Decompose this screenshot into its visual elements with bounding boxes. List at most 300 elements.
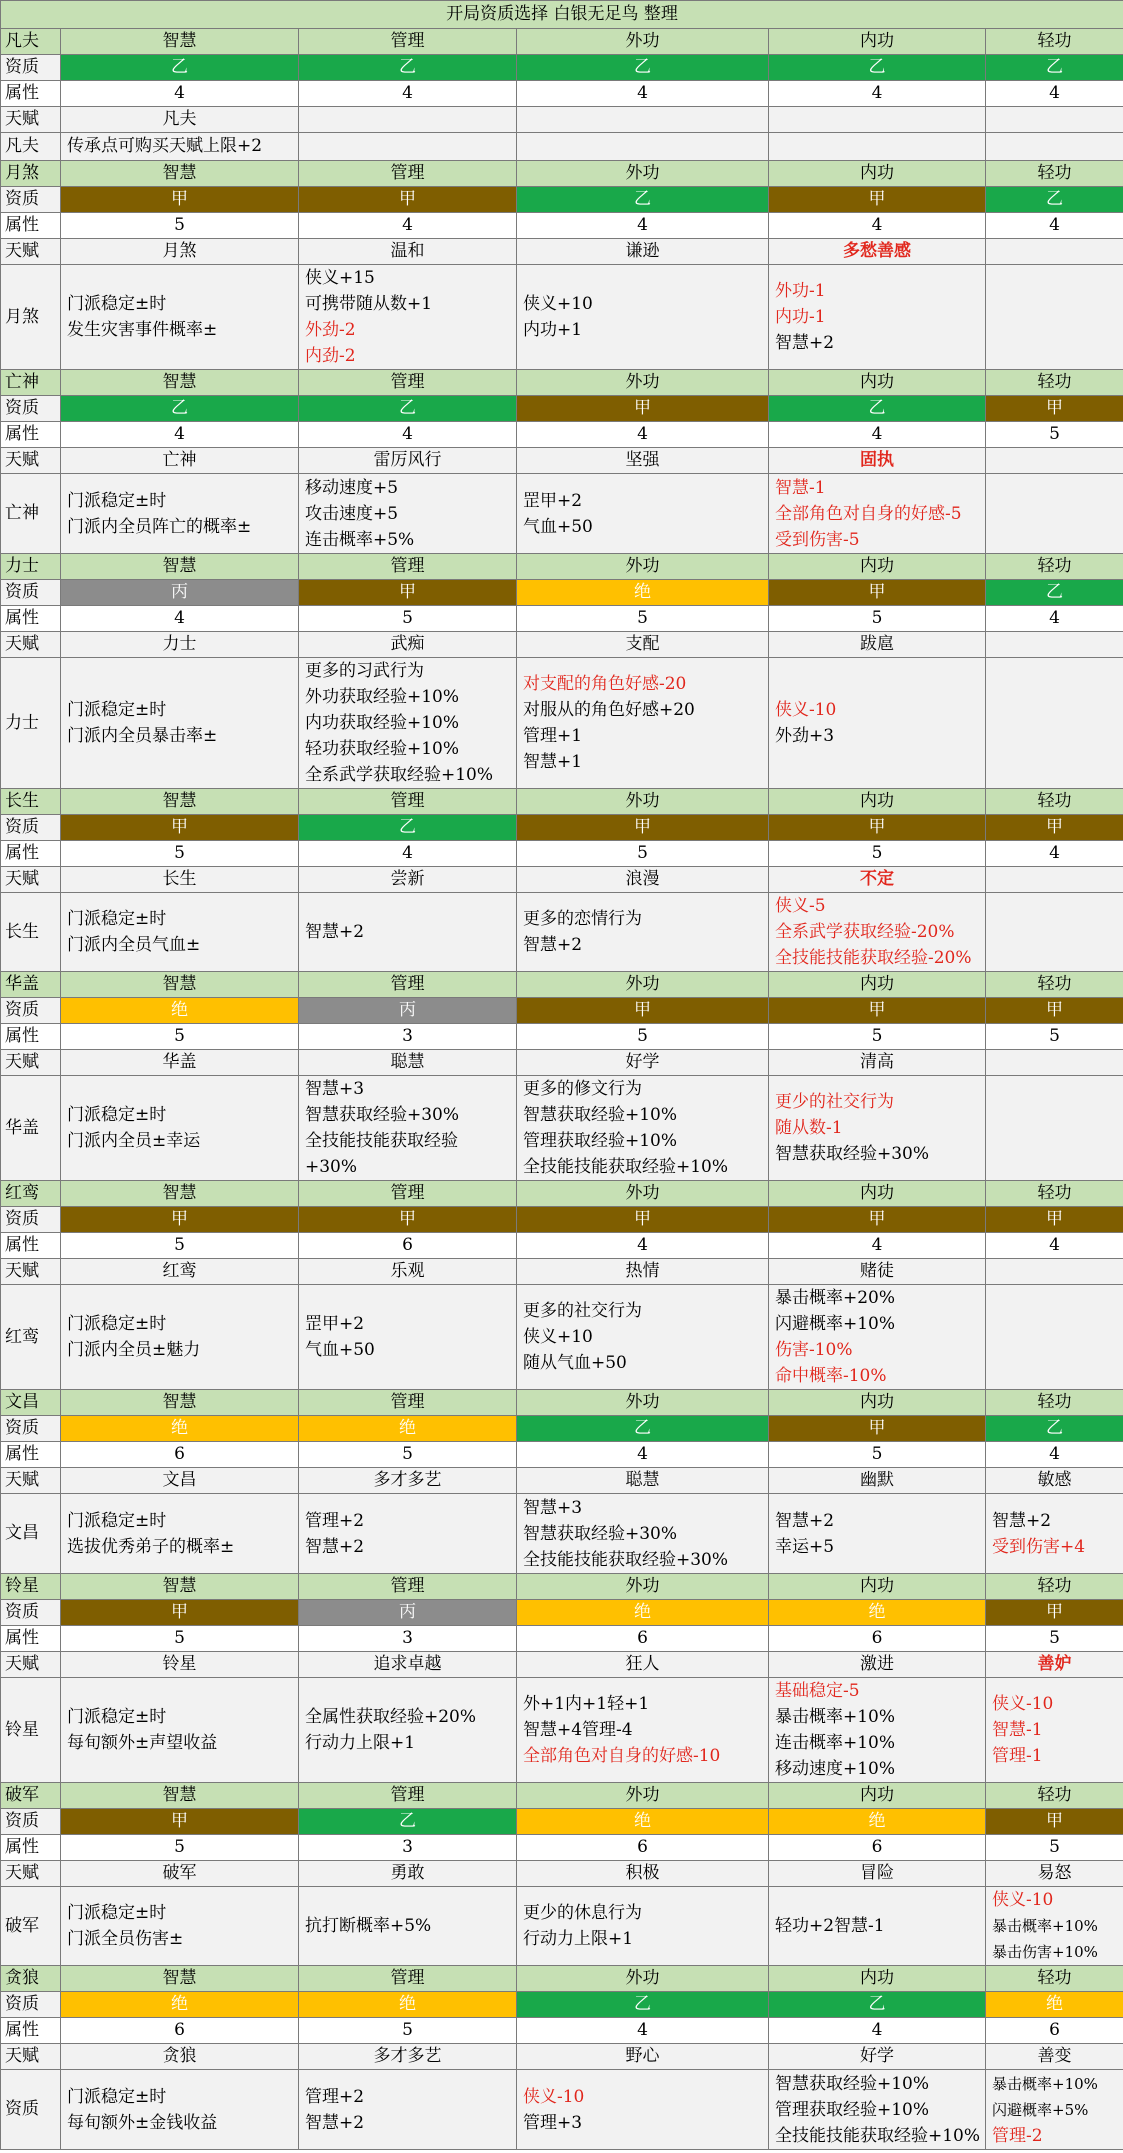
talent-cell: 野心: [517, 2044, 769, 2070]
col-header: 内功: [769, 1390, 986, 1416]
effect-cell: [299, 1285, 517, 1390]
grade-cell: 绝: [61, 1992, 299, 2018]
effect-line: 侠义-10: [523, 2086, 585, 2107]
talent-cell: 力士: [61, 632, 299, 658]
effect-cell: [517, 1678, 769, 1783]
effect-line: 基础稳定-5: [775, 1681, 860, 1701]
grade-cell: 乙: [769, 1992, 986, 2018]
attr-cell: 6: [769, 1626, 986, 1652]
row-label: 资质: [1, 580, 61, 606]
talent-cell: 幽默: [769, 1468, 986, 1494]
effect-line: 智慧+3: [305, 1079, 365, 1099]
section-name: 华盖: [1, 972, 61, 998]
talent-cell: 清高: [769, 1050, 986, 1076]
grade-cell: 绝: [299, 1416, 517, 1442]
talent-row: [1, 1861, 1123, 1887]
section-header: [1, 161, 1123, 187]
attr-row: [1, 1835, 1123, 1861]
row-label: 属性: [1, 606, 61, 632]
grade-cell: 甲: [986, 815, 1123, 841]
talent-row: [1, 632, 1123, 658]
effect-line: 幸运+5: [775, 1536, 835, 1557]
col-header: 轻功: [986, 1783, 1123, 1809]
section-header: [1, 554, 1123, 580]
grade-cell: 乙: [986, 187, 1123, 213]
effect-line: 全技能技能获取经验-20%: [775, 948, 972, 968]
effect-cell: [769, 1887, 986, 1966]
talent-row: [1, 2044, 1123, 2070]
grade-cell: 乙: [517, 187, 769, 213]
desc-line: 门派内全员±幸运: [67, 1131, 201, 1151]
effect-line: 更多的修文行为: [523, 1079, 642, 1099]
talent-cell: 冒险: [769, 1861, 986, 1887]
col-header: 外功: [517, 370, 769, 396]
attr-row: [1, 81, 1123, 107]
attr-cell: 3: [299, 1626, 517, 1652]
col-header: 管理: [299, 1783, 517, 1809]
effect-line: 暴击伤害+10%: [992, 1943, 1098, 1961]
desc-cell: [61, 265, 299, 370]
talent-cell: 长生: [61, 867, 299, 893]
effect-cell: [986, 1285, 1123, 1390]
col-header: 内功: [769, 1783, 986, 1809]
row-label: 天赋: [1, 867, 61, 893]
row-label: 资质: [1, 815, 61, 841]
talent-cell: 浪漫: [517, 867, 769, 893]
attr-cell: 5: [986, 1626, 1123, 1652]
effect-line: 管理+2: [305, 2086, 365, 2107]
grade-cell: 乙: [517, 1416, 769, 1442]
row-label: 属性: [1, 81, 61, 107]
effect-line: 全技能技能获取经验: [305, 1131, 458, 1151]
effect-cell: [299, 893, 517, 972]
talent-cell: 固执: [769, 448, 986, 474]
effect-cell: [986, 2070, 1123, 2150]
talent-cell: [986, 239, 1123, 265]
row-label: 属性: [1, 422, 61, 448]
effect-cell: [986, 1076, 1123, 1181]
effect-line: 侠义-10: [992, 1694, 1054, 1714]
grade-cell: 乙: [299, 396, 517, 422]
attr-cell: 6: [517, 1626, 769, 1652]
attr-cell: 6: [986, 2018, 1123, 2044]
attr-cell: 5: [769, 606, 986, 632]
talent-cell: 聪慧: [299, 1050, 517, 1076]
grade-cell: 绝: [61, 1416, 299, 1442]
talent-row: [1, 1652, 1123, 1678]
effect-line: 受到伤害-5: [775, 529, 860, 550]
row-label: 天赋: [1, 448, 61, 474]
grade-row: [1, 1809, 1123, 1835]
attr-cell: 5: [769, 1442, 986, 1468]
grade-cell: 甲: [769, 1416, 986, 1442]
row-label: 天赋: [1, 1468, 61, 1494]
attr-row: [1, 1233, 1123, 1259]
talent-cell: 不定: [769, 867, 986, 893]
row-label: 资质: [1, 187, 61, 213]
effect-line: 智慧+4管理-4: [523, 1720, 633, 1740]
effect-line: 全技能技能获取经验+30%: [523, 1549, 729, 1570]
effect-line: 随从数-1: [775, 1118, 843, 1138]
talent-cell: 勇敢: [299, 1861, 517, 1887]
effect-line: 智慧获取经验+30%: [305, 1105, 460, 1125]
effect-cell: [986, 474, 1123, 554]
grade-cell: 乙: [517, 55, 769, 81]
effect-cell: [517, 1076, 769, 1181]
talent-cell: 狂人: [517, 1652, 769, 1678]
grade-cell: 甲: [61, 187, 299, 213]
effect-cell: [769, 1076, 986, 1181]
effect-line: 侠义-10: [992, 1890, 1054, 1910]
grade-row: [1, 998, 1123, 1024]
section-name: 月煞: [1, 265, 61, 370]
effect-cell: [517, 893, 769, 972]
effect-line: 管理-2: [992, 2125, 1043, 2146]
talent-cell: 坚强: [517, 448, 769, 474]
effect-line: 闪避概率+10%: [775, 1314, 896, 1334]
talent-cell: 谦逊: [517, 239, 769, 265]
effect-line: 内功获取经验+10%: [305, 713, 460, 733]
col-header: 管理: [299, 1390, 517, 1416]
attr-cell: 4: [299, 213, 517, 239]
attr-cell: 5: [61, 1233, 299, 1259]
effect-line: 全部角色对自身的好感-10: [523, 1746, 721, 1766]
attr-cell: 4: [61, 422, 299, 448]
col-header: 智慧: [61, 29, 299, 55]
row-label: 属性: [1, 213, 61, 239]
grade-cell: 乙: [299, 55, 517, 81]
effect-line: 智慧-1: [775, 477, 826, 498]
row-label: 资质: [1, 1992, 61, 2018]
attr-cell: 5: [517, 841, 769, 867]
row-label: 属性: [1, 1835, 61, 1861]
grade-cell: 乙: [769, 396, 986, 422]
grade-cell: 甲: [61, 1600, 299, 1626]
effect-cell: [769, 893, 986, 972]
desc-line: 选拔优秀弟子的概率±: [67, 1536, 235, 1557]
col-header: 管理: [299, 1181, 517, 1207]
effect-cell: [517, 474, 769, 554]
attr-cell: 5: [61, 213, 299, 239]
attr-row: [1, 422, 1123, 448]
row-label: 属性: [1, 841, 61, 867]
attr-cell: 4: [986, 81, 1123, 107]
talent-row: [1, 239, 1123, 265]
row-label: 资质: [1, 1600, 61, 1626]
talent-cell: 破军: [61, 1861, 299, 1887]
desc-line: 门派稳定±时: [67, 700, 167, 720]
effect-line: 智慧获取经验+30%: [775, 1144, 930, 1164]
effect-line: 伤害-10%: [775, 1340, 853, 1360]
effect-line: 全技能技能获取经验+10%: [523, 1157, 729, 1177]
effect-line: 侠义+15: [305, 268, 375, 288]
section-header: [1, 1783, 1123, 1809]
grade-cell: 乙: [769, 55, 986, 81]
effect-line: 智慧+2: [523, 935, 583, 955]
effect-cell: [769, 265, 986, 370]
desc-cell: [61, 474, 299, 554]
col-header: 内功: [769, 554, 986, 580]
effect-line: 受到伤害+4: [992, 1536, 1086, 1557]
effect-line: 气血+50: [523, 516, 593, 537]
effect-line: 暴击概率+10%: [992, 1917, 1098, 1935]
effect-line: 管理+2: [305, 1510, 365, 1531]
effect-cell: [769, 658, 986, 789]
attr-cell: 5: [61, 1835, 299, 1861]
effect-line: 罡甲+2: [305, 1314, 365, 1334]
section-name: 文昌: [1, 1390, 61, 1416]
col-header: 智慧: [61, 789, 299, 815]
col-header: 内功: [769, 1181, 986, 1207]
effect-line: 抗打断概率+5%: [305, 1916, 432, 1936]
col-header: 外功: [517, 1181, 769, 1207]
effect-line: 对支配的角色好感-20: [523, 674, 687, 694]
attr-cell: 3: [299, 1835, 517, 1861]
grade-row: [1, 396, 1123, 422]
grade-cell: 甲: [769, 187, 986, 213]
effect-line: 暴击概率+20%: [775, 1288, 896, 1308]
grade-cell: 甲: [517, 998, 769, 1024]
row-label: 资质: [1, 1416, 61, 1442]
talent-cell: 激进: [769, 1652, 986, 1678]
col-header: 管理: [299, 789, 517, 815]
section-name: 破军: [1, 1783, 61, 1809]
effect-line: 侠义+10: [523, 1327, 593, 1347]
desc-row: [1, 133, 1123, 161]
grade-cell: 乙: [986, 580, 1123, 606]
grade-cell: 绝: [517, 1809, 769, 1835]
effect-line: 管理+3: [523, 2112, 583, 2133]
col-header: 轻功: [986, 161, 1123, 187]
grade-cell: 乙: [517, 1992, 769, 2018]
col-header: 外功: [517, 161, 769, 187]
col-header: 管理: [299, 554, 517, 580]
desc-line: 门派内全员气血±: [67, 935, 201, 955]
grade-row: [1, 580, 1123, 606]
col-header: 智慧: [61, 1783, 299, 1809]
effect-line: 更多的恋情行为: [523, 909, 642, 929]
attr-cell: 4: [517, 81, 769, 107]
col-header: 外功: [517, 29, 769, 55]
attr-cell: 5: [61, 1024, 299, 1050]
talent-cell: [986, 632, 1123, 658]
desc-cell: [61, 658, 299, 789]
effect-cell: [517, 1285, 769, 1390]
effect-line: 可携带随从数+1: [305, 294, 433, 314]
desc-cell: [61, 1678, 299, 1783]
attr-row: [1, 606, 1123, 632]
col-header: 内功: [769, 1966, 986, 1992]
col-header: 智慧: [61, 161, 299, 187]
effect-cell: [299, 2070, 517, 2150]
section-header: [1, 370, 1123, 396]
talent-cell: 积极: [517, 1861, 769, 1887]
effect-line: 智慧+1: [523, 752, 583, 772]
row-label: 天赋: [1, 1259, 61, 1285]
effect-cell: [769, 2070, 986, 2150]
attr-row: [1, 1024, 1123, 1050]
effect-line: 轻功获取经验+10%: [305, 739, 460, 759]
desc-line: 门派内全员±魅力: [67, 1340, 201, 1360]
row-label: 天赋: [1, 1861, 61, 1887]
effect-line: 智慧+2: [305, 2112, 365, 2133]
grade-cell: 甲: [769, 815, 986, 841]
effect-cell: [769, 1678, 986, 1783]
talent-cell: 好学: [517, 1050, 769, 1076]
effect-line: 智慧+2: [305, 1536, 365, 1557]
col-header: 管理: [299, 972, 517, 998]
attr-cell: 4: [299, 81, 517, 107]
col-header: 轻功: [986, 1390, 1123, 1416]
effect-line: 随从气血+50: [523, 1353, 627, 1373]
effect-line: 外功获取经验+10%: [305, 687, 460, 707]
grade-cell: 丙: [299, 1600, 517, 1626]
effect-line: 全系武学获取经验-20%: [775, 922, 955, 942]
effect-cell: [299, 1076, 517, 1181]
section-header: [1, 1390, 1123, 1416]
desc-line: 每旬额外±声望收益: [67, 1733, 218, 1753]
effect-line: 管理获取经验+10%: [775, 2099, 930, 2120]
row-label: 天赋: [1, 1050, 61, 1076]
attr-cell: 4: [769, 213, 986, 239]
grade-row: [1, 55, 1123, 81]
grade-cell: 甲: [986, 396, 1123, 422]
attr-cell: 4: [986, 841, 1123, 867]
col-header: 内功: [769, 1574, 986, 1600]
grade-cell: 甲: [769, 1207, 986, 1233]
section-name: 文昌: [1, 1494, 61, 1574]
effect-line: 智慧-1: [992, 1720, 1043, 1740]
col-header: 内功: [769, 161, 986, 187]
effect-line: 攻击速度+5: [305, 503, 399, 524]
effect-line: 气血+50: [305, 1340, 375, 1360]
section-name: 凡夫: [1, 133, 61, 161]
desc-line: 门派稳定±时: [67, 2086, 167, 2107]
attr-cell: 5: [769, 841, 986, 867]
effect-line: 更少的休息行为: [523, 1903, 642, 1923]
grade-cell: 甲: [769, 998, 986, 1024]
desc-line: 每旬额外±金钱收益: [67, 2112, 218, 2133]
col-header: 轻功: [986, 972, 1123, 998]
talent-cell: [986, 1050, 1123, 1076]
effect-line: 连击概率+10%: [775, 1733, 896, 1753]
desc-cell: [61, 2070, 299, 2150]
grade-cell: 乙: [61, 55, 299, 81]
grade-cell: 乙: [299, 1809, 517, 1835]
talent-cell: 多才多艺: [299, 2044, 517, 2070]
grade-cell: 绝: [769, 1809, 986, 1835]
row-label: 资质: [1, 1207, 61, 1233]
talent-cell: 铃星: [61, 1652, 299, 1678]
section-name: 长生: [1, 789, 61, 815]
effect-line: 外功-1: [775, 281, 826, 301]
attr-cell: 4: [769, 2018, 986, 2044]
effect-line: 全属性获取经验+20%: [305, 1707, 477, 1727]
effect-line: 管理+1: [523, 726, 583, 746]
row-label: 资质: [1, 55, 61, 81]
col-header: 管理: [299, 1574, 517, 1600]
effect-cell: [299, 265, 517, 370]
grade-cell: 甲: [299, 187, 517, 213]
section-name: 亡神: [1, 474, 61, 554]
grade-cell: 乙: [299, 815, 517, 841]
attr-cell: 4: [517, 422, 769, 448]
attr-cell: 4: [769, 1233, 986, 1259]
desc-line: 门派稳定±时: [67, 1510, 167, 1531]
col-header: 轻功: [986, 1181, 1123, 1207]
col-header: 内功: [769, 370, 986, 396]
talent-cell: 聪慧: [517, 1468, 769, 1494]
talent-row: [1, 1050, 1123, 1076]
section-header-fanfu: [1, 29, 1123, 55]
row-label: 资质: [1, 1809, 61, 1835]
attr-cell: 4: [299, 841, 517, 867]
talent-cell: 敏感: [986, 1468, 1123, 1494]
desc-row: [1, 474, 1123, 554]
grade-cell: 丙: [61, 580, 299, 606]
effect-line: 智慧获取经验+10%: [523, 1105, 678, 1125]
section-name: 红鸾: [1, 1285, 61, 1390]
attr-cell: 5: [61, 841, 299, 867]
talent-cell: 多才多艺: [299, 1468, 517, 1494]
effect-line: 行动力上限+1: [523, 1929, 634, 1949]
section-name: 铃星: [1, 1574, 61, 1600]
desc-line: 门派稳定±时: [67, 909, 167, 929]
col-header: 轻功: [986, 29, 1123, 55]
desc-line: 门派稳定±时: [67, 294, 167, 314]
effect-cell: [299, 1887, 517, 1966]
col-header: 智慧: [61, 1181, 299, 1207]
effect-line: 暴击概率+10%: [992, 2074, 1098, 2093]
section-name: 铃星: [1, 1678, 61, 1783]
talent-cell: 支配: [517, 632, 769, 658]
desc-cell: [61, 893, 299, 972]
attr-cell: 5: [769, 1024, 986, 1050]
effect-cell: [986, 1887, 1123, 1966]
row-label: 资质: [1, 998, 61, 1024]
effect-line: 智慧获取经验+30%: [523, 1523, 678, 1544]
desc-cell: 传承点可购买天赋上限+2: [61, 133, 299, 161]
section-header: [1, 789, 1123, 815]
section-name: 长生: [1, 893, 61, 972]
col-header: 外功: [517, 554, 769, 580]
attr-cell: 6: [61, 2018, 299, 2044]
grade-cell: 甲: [61, 815, 299, 841]
col-header: 轻功: [986, 370, 1123, 396]
effect-cell: [517, 1494, 769, 1574]
talent-cell: 热情: [517, 1259, 769, 1285]
desc-row: [1, 658, 1123, 789]
effect-cell: [517, 1887, 769, 1966]
effect-line: 管理-1: [992, 1746, 1043, 1766]
col-header: 外功: [517, 1783, 769, 1809]
grade-row: [1, 815, 1123, 841]
grade-row: [1, 1207, 1123, 1233]
grade-cell: 甲: [517, 1207, 769, 1233]
effect-line: 移动速度+5: [305, 477, 399, 498]
attr-row: [1, 1626, 1123, 1652]
desc-cell: [61, 1494, 299, 1574]
attr-cell: 4: [517, 213, 769, 239]
row-label: 天赋: [1, 107, 61, 133]
attr-cell: 4: [986, 213, 1123, 239]
col-header: 管理: [299, 1966, 517, 1992]
effect-cell: [769, 1494, 986, 1574]
grade-row: [1, 1600, 1123, 1626]
effect-line: 外劲+3: [775, 726, 835, 746]
attr-cell: 5: [299, 606, 517, 632]
effect-line: 智慧+2: [305, 922, 365, 942]
